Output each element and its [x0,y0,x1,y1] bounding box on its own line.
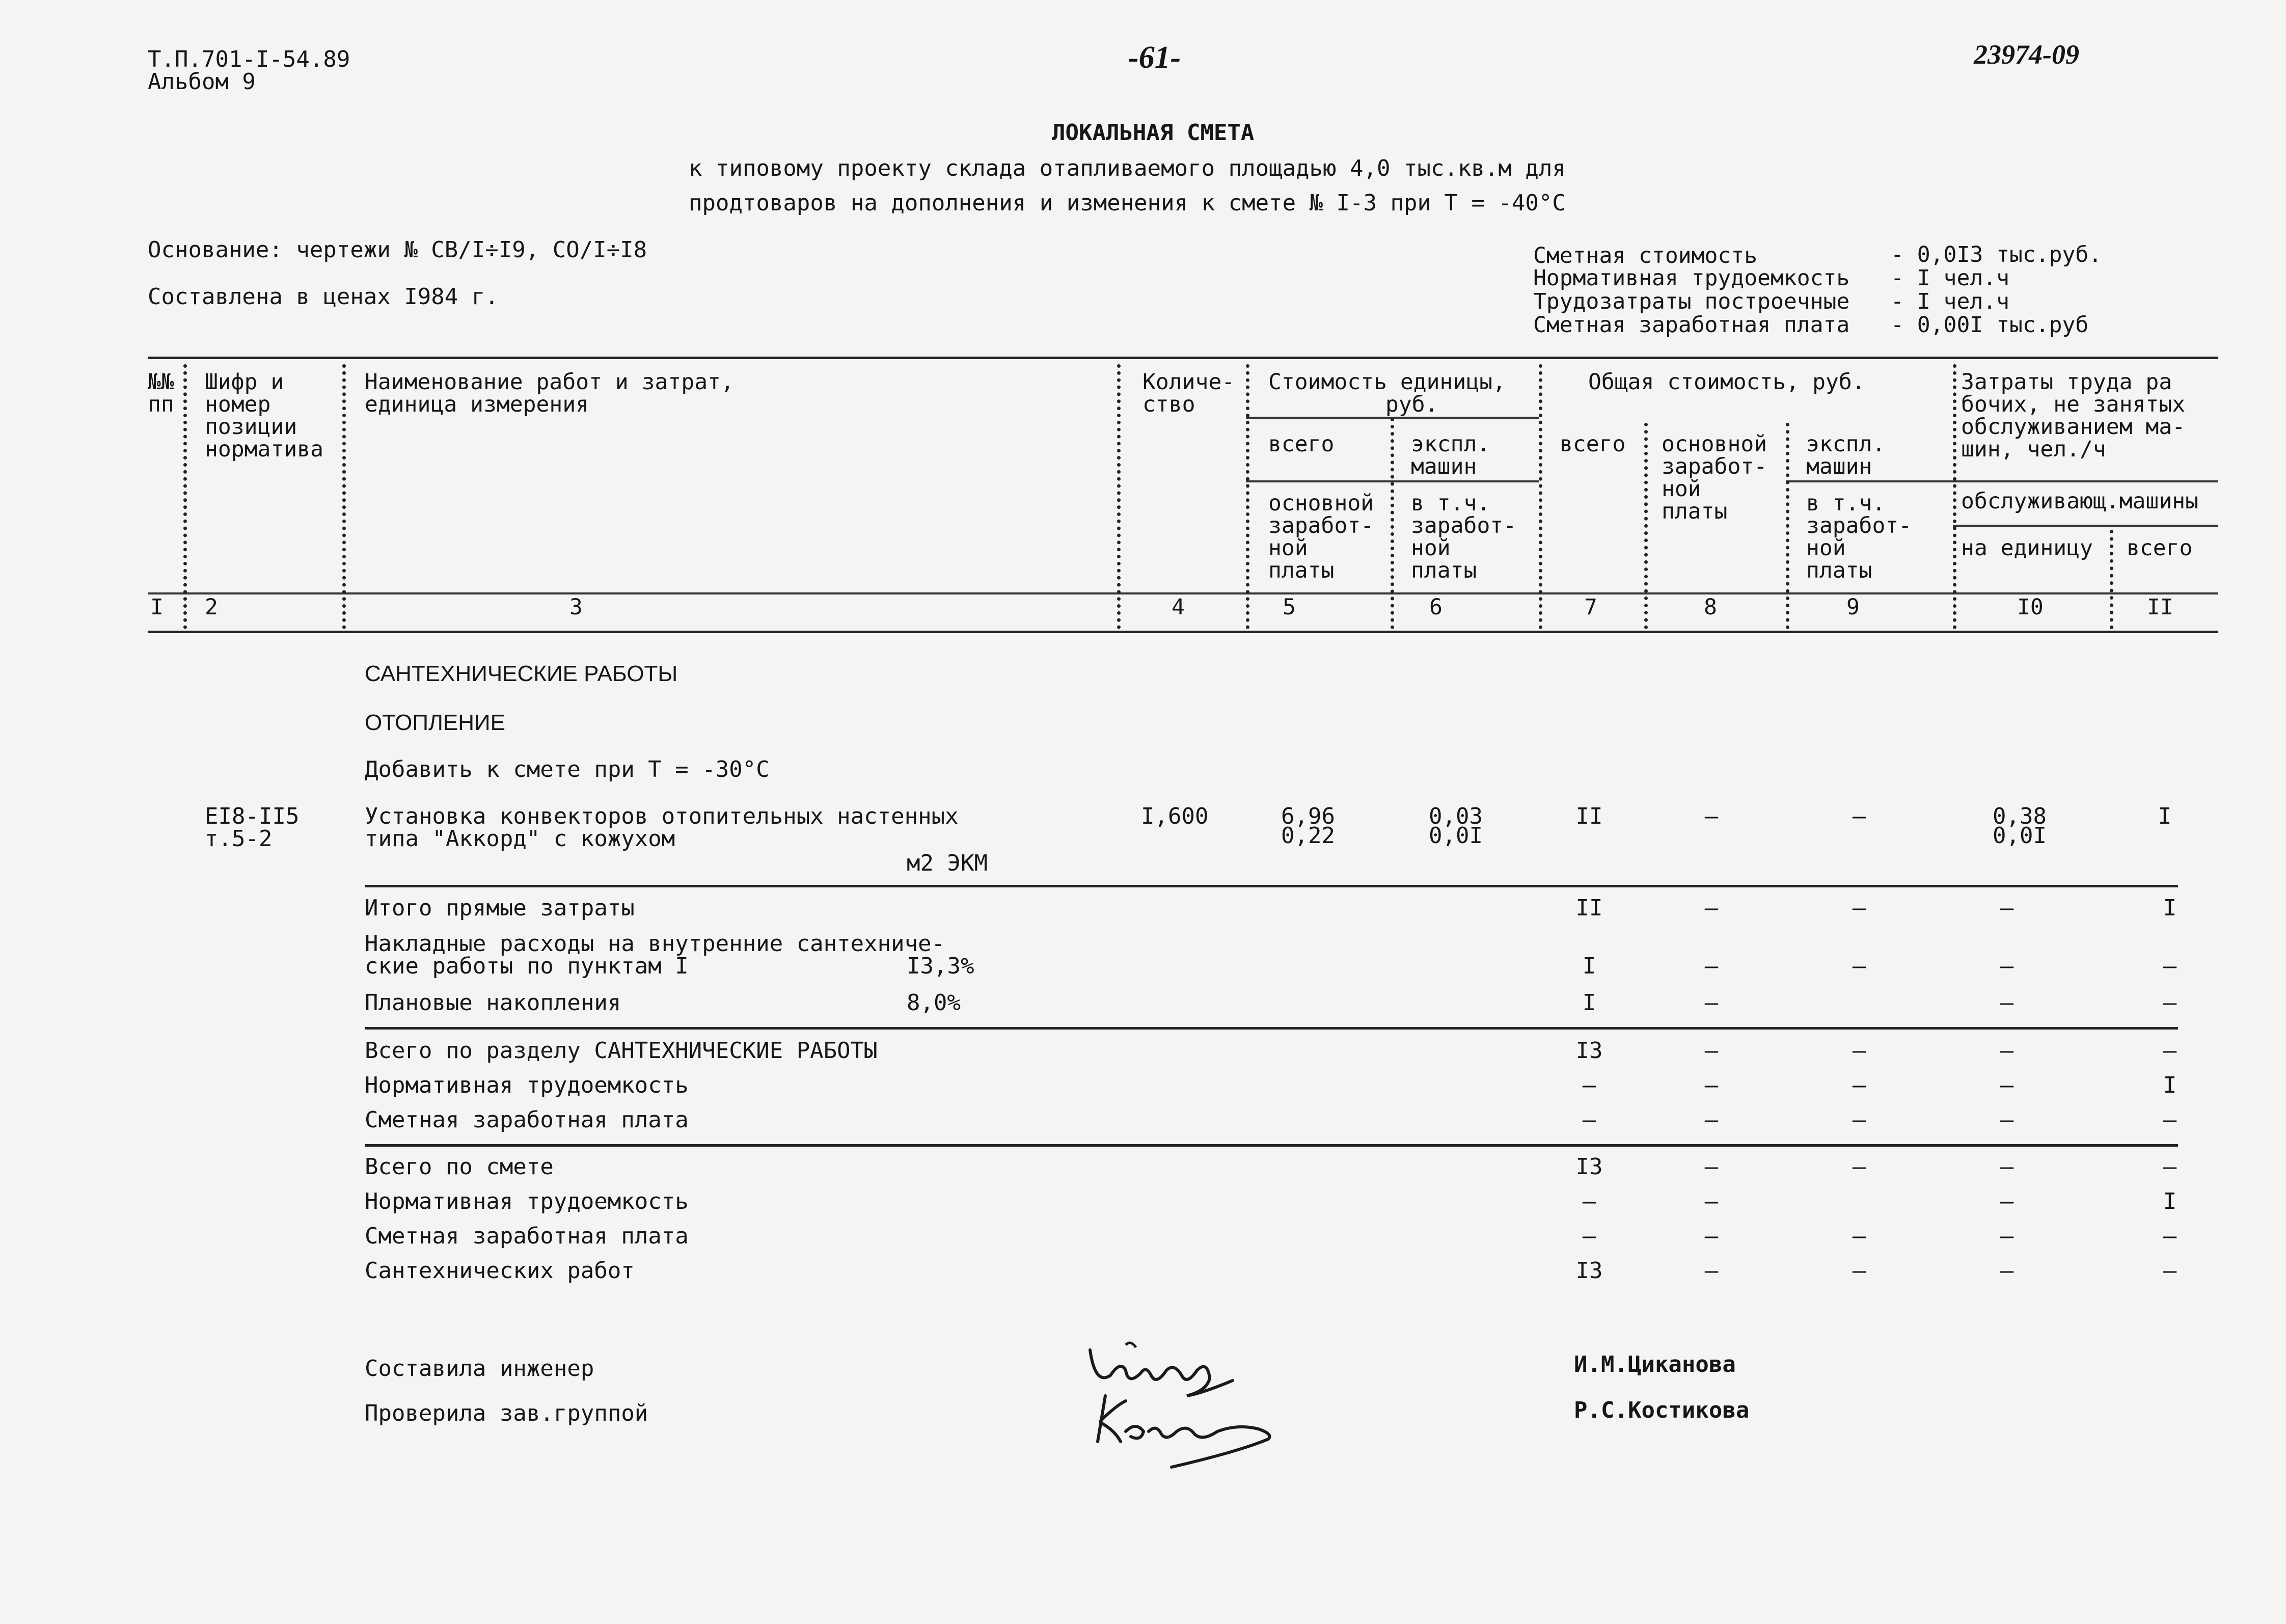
col10-h: на единицу [1961,535,2093,561]
row-planned-savings-c11: – [2163,990,2177,1016]
checked-by-name: Р.С.Костикова [1574,1397,1750,1423]
row-section-wages-c7: – [1582,1107,1596,1133]
col5-h-top: всего [1268,431,1335,457]
col5-h-bot-c: ной [1268,535,1308,561]
section-total-line [365,1027,2178,1030]
col5-h-bot-a: основной [1268,491,1374,516]
unit-cost-h-a: Стоимость единицы, [1268,369,1506,395]
colnum-4: 4 [1172,594,1185,620]
row-grand-wages-c8: – [1704,1223,1719,1249]
row-plumbing-works-c9: – [1852,1258,1866,1284]
col6-h-bot-a: в т.ч. [1411,491,1490,516]
section-add: Добавить к смете при Т = -30°С [365,756,770,782]
col-sep-2 [342,364,346,629]
col1-h-b: пп [148,392,174,417]
row-section-total: Всего по разделу САНТЕХНИЧЕСКИЕ РАБОТЫ [365,1038,878,1064]
labor-h-d: шин, чел./ч [1961,437,2106,462]
col9-h-bot-a: в т.ч. [1806,491,1886,516]
page-number: -61- [1128,40,1181,75]
table-header-bottom-line [148,631,2218,633]
summary-label-4: Сметная заработная плата [1533,312,1850,338]
col-sep-4 [1246,364,1249,629]
labor-h-c: обслуживанием ма- [1961,414,2186,440]
row-section-labor-c9: – [1852,1072,1866,1098]
col4-h-b: ство [1142,392,1195,417]
col2-h-a: Шифр и [205,369,284,395]
row-plumbing-works-c11: – [2163,1258,2177,1284]
col-sep-1 [183,364,187,629]
item-c8: – [1704,803,1719,829]
col-sep-8 [1786,423,1789,629]
table-top-line [148,357,2218,359]
item-c11: I [2158,803,2172,829]
row-section-labor-c10: – [2000,1072,2014,1098]
row-section-labor: Нормативная трудоемкость [365,1072,689,1098]
col-sep-3 [1117,364,1121,629]
col9-h-bot-d: платы [1806,558,1872,583]
section-works: САНТЕХНИЧЕСКИЕ РАБОТЫ [365,661,678,686]
item-c6-b: 0,0I [1429,823,1483,849]
col6-h-bot-b: заработ- [1411,513,1517,538]
row-grand-total: Всего по смете [365,1154,554,1180]
row-direct-costs-c7: II [1575,895,1603,921]
colnum-11: II [2147,594,2173,620]
col6-h-bot-c: ной [1411,535,1451,561]
row-section-labor-c11: I [2163,1072,2177,1098]
row-section-total-c8: – [1704,1038,1719,1064]
compiled-by-name: И.М.Циканова [1574,1351,1736,1377]
row-overhead-cont: ские работы по пунктам I [365,953,689,979]
header-subline-labor [1953,480,2218,482]
header-subline-labor-2 [1953,525,2218,527]
col9-h-bot-b: заработ- [1806,513,1912,538]
row-direct-costs: Итого прямые затраты [365,895,635,921]
colnum-3: 3 [569,594,583,620]
col3-h-a: Наименование работ и затрат, [365,369,734,395]
col6-h-top-a: экспл. [1411,431,1490,457]
row-planned-savings-c7: I [1582,990,1596,1016]
unit-cost-h-b: руб. [1385,392,1438,417]
col8-h-c: ной [1662,476,1701,502]
col2-h-c: позиции [205,414,297,440]
col-sep-5 [1391,418,1394,629]
row-plumbing-works-c7: I3 [1575,1258,1603,1284]
row-section-labor-c8: – [1704,1072,1719,1098]
col9-h-top-a: экспл. [1806,431,1886,457]
summary-value-3: - I чел.ч [1891,289,2009,314]
col1-h-a: №№ [148,369,174,395]
item-c5-b: 0,22 [1281,823,1335,849]
row-overhead: Накладные расходы на внутренние сантехниче- [365,931,945,957]
row-overhead-c11: – [2163,953,2177,979]
colnum-9: 9 [1846,594,1860,620]
row-grand-labor-c10: – [2000,1188,2014,1214]
row-grand-total-c10: – [2000,1154,2014,1180]
col11-h: всего [2127,535,2193,561]
colnum-6: 6 [1429,594,1443,620]
col5-h-bot-d: платы [1268,558,1335,583]
col4-h-a: Количе- [1142,369,1235,395]
item-c10-a: 0,38 [1993,803,2047,829]
item-name-a: Установка конвекторов отопительных настенных [365,803,959,829]
item-c9: – [1852,803,1866,829]
row-grand-wages-c10: – [2000,1223,2014,1249]
row-section-wages-c9: – [1852,1107,1866,1133]
row-section-wages-c10: – [2000,1107,2014,1133]
summary-label-3: Трудозатраты построечные [1533,289,1850,314]
row-direct-costs-c8: – [1704,895,1719,921]
item-name-b: типа "Аккорд" с кожухом [365,826,675,852]
col-sep-6 [1539,364,1542,629]
row-plumbing-works-c10: – [2000,1258,2014,1284]
basis-prices: Составлена в ценах I984 г. [148,284,499,310]
row-section-wages-c11: – [2163,1107,2177,1133]
section-heating: ОТОПЛЕНИЕ [365,710,505,735]
total-cost-h: Общая стоимость, руб. [1588,369,1865,395]
item-qty: I,600 [1141,803,1209,829]
colnum-10: I0 [2017,594,2044,620]
row-grand-total-c8: – [1704,1154,1719,1180]
totals-top-line [365,885,2178,887]
row-section-wages-c8: – [1704,1107,1719,1133]
col2-h-d: норматива [205,437,323,462]
colnum-1: I [150,594,164,620]
col8-h-a: основной [1662,431,1767,457]
labor-h-b: бочих, не занятых [1961,392,2186,417]
colnum-7: 7 [1584,594,1597,620]
col6-h-bot-d: платы [1411,558,1477,583]
item-c10-b: 0,0I [1993,823,2047,849]
row-grand-wages: Сметная заработная плата [365,1223,689,1249]
col-sep-9 [1953,364,1956,629]
col7-h: всего [1560,431,1626,457]
labor-h-a: Затраты труда ра [1961,369,2172,395]
row-section-labor-c7: – [1582,1072,1596,1098]
row-grand-labor-c7: – [1582,1188,1596,1214]
compiled-by-label: Составила инженер [365,1356,594,1382]
col-sep-7 [1644,423,1648,629]
row-overhead-c9: – [1852,953,1866,979]
header-subline-expl [1786,480,1953,482]
item-c6-a: 0,03 [1429,803,1483,829]
doc-code: Т.П.701-I-54.89 [148,46,350,72]
summary-value-4: - 0,00I тыс.руб [1891,312,2089,338]
row-overhead-c8: – [1704,953,1719,979]
row-grand-wages-c9: – [1852,1223,1866,1249]
row-grand-wages-c7: – [1582,1223,1596,1249]
item-code-b: т.5-2 [205,826,273,852]
summary-label-2: Нормативная трудоемкость [1533,265,1850,291]
col9-h-top-b: машин [1806,454,1872,479]
col6-h-top-b: машин [1411,454,1477,479]
row-section-total-c11: – [2163,1038,2177,1064]
row-grand-labor-c8: – [1704,1188,1719,1214]
colnum-2: 2 [205,594,218,620]
col2-h-b: номер [205,392,271,417]
col8-h-b: заработ- [1662,454,1767,479]
row-grand-total-c7: I3 [1575,1154,1603,1180]
row-section-total-c9: – [1852,1038,1866,1064]
row-planned-savings: Плановые накопления [365,990,621,1016]
grand-total-line [365,1144,2178,1147]
row-plumbing-works: Сантехнических работ [365,1258,635,1284]
basis-drawings: Основание: чертежи № СВ/I÷I9, СО/I÷I8 [148,237,647,263]
colnum-5: 5 [1283,594,1296,620]
row-direct-costs-c10: – [2000,895,2014,921]
row-overhead-c10: – [2000,953,2014,979]
title-line-2: продтоваров на дополнения и изменения к смете № I-3 при Т = -40°С [689,190,1566,216]
summary-label-1: Сметная стоимость [1533,243,1758,268]
handwritten-signature-2 [1085,1386,1350,1487]
row-grand-labor-c11: I [2163,1188,2177,1214]
row-grand-wages-c11: – [2163,1223,2177,1249]
item-c5-a: 6,96 [1281,803,1335,829]
colnum-8: 8 [1704,594,1717,620]
row-planned-savings-pct: 8,0% [907,990,961,1016]
album-label: Альбом 9 [148,69,256,95]
row-plumbing-works-c8: – [1704,1258,1719,1284]
row-section-wages: Сметная заработная плата [365,1107,689,1133]
row-planned-savings-c10: – [2000,990,2014,1016]
labor-service-h: обслуживающ.машины [1961,489,2198,514]
inventory-number: 23974-09 [1974,39,2079,70]
row-grand-labor: Нормативная трудоемкость [365,1188,689,1214]
row-grand-total-c11: – [2163,1154,2177,1180]
row-overhead-pct: I3,3% [907,953,974,979]
col5-h-bot-b: заработ- [1268,513,1374,538]
summary-value-1: - 0,0I3 тыс.руб. [1891,242,2102,267]
row-overhead-c7: I [1582,953,1596,979]
row-grand-total-c9: – [1852,1154,1866,1180]
row-planned-savings-c8: – [1704,990,1719,1016]
row-direct-costs-c9: – [1852,895,1866,921]
row-direct-costs-c11: I [2163,895,2177,921]
title-line-1: к типовому проекту склада отапливаемого площадью 4,0 тыс.кв.м для [689,155,1566,181]
col8-h-d: платы [1662,499,1728,524]
col-sep-10 [2110,530,2113,629]
item-unit: м2 ЭКМ [907,850,988,876]
col9-h-bot-c: ной [1806,535,1846,561]
item-c7: II [1575,803,1603,829]
summary-value-2: - I чел.ч [1891,265,2009,291]
row-section-total-c7: I3 [1575,1038,1603,1064]
checked-by-label: Проверила зав.группой [365,1400,648,1426]
row-section-total-c10: – [2000,1038,2014,1064]
col3-h-b: единица измерения [365,392,589,417]
item-code-a: ЕI8-II5 [205,803,300,829]
doc-heading: ЛОКАЛЬНАЯ СМЕТА [1052,120,1255,146]
